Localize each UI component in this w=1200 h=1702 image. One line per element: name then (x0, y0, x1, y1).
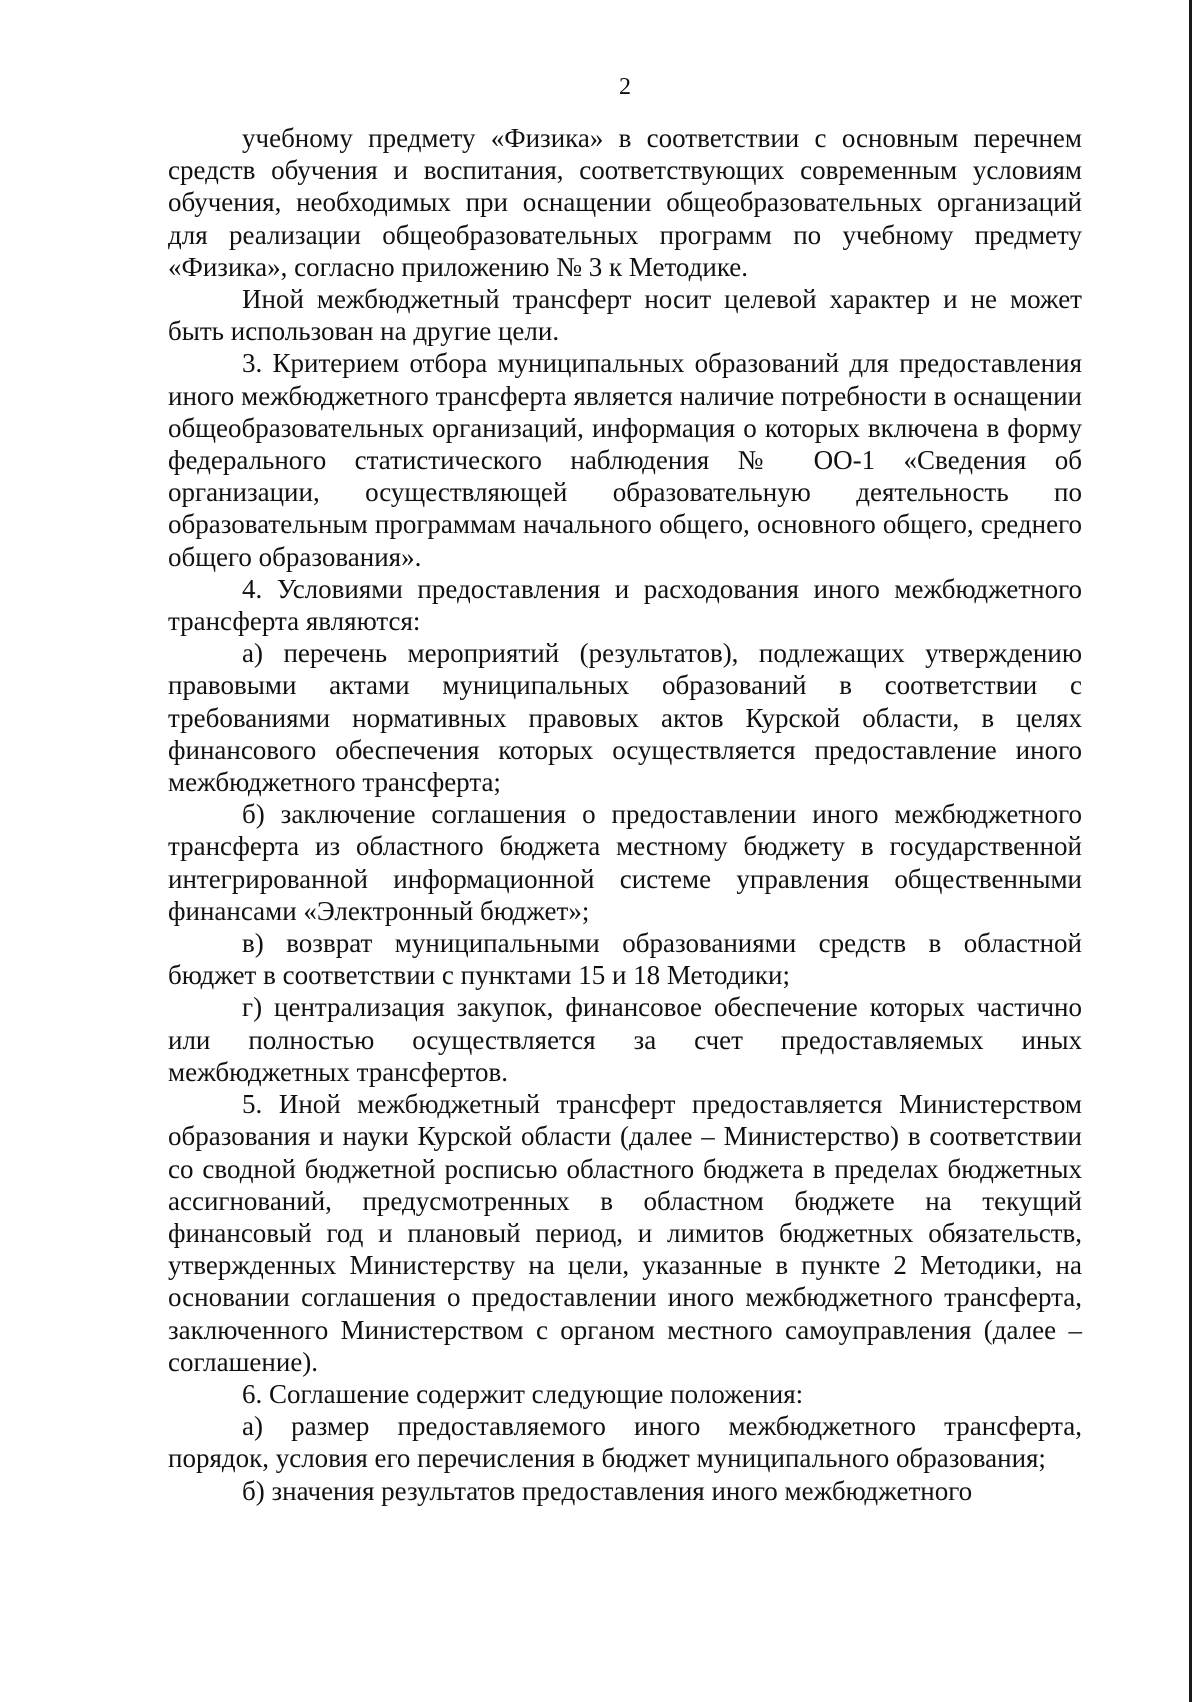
paragraph-6-agreement: 6. Соглашение содержит следующие положения: (242, 1378, 804, 1409)
paragraph-4a: а) перечень мероприятий (результатов), подлежащих утверждению правовыми актами муниципальных образований в соответствии с требованиями нормативных правовых актов Курской области, в целях финансового обеспечения которых осуществляется предоставление иного межбюджетного трансферта; (168, 638, 1082, 798)
paragraph-6b: б) значения результатов предоставления иного межбюджетного (242, 1475, 973, 1506)
page-number: 2 (619, 74, 631, 100)
paragraph-6a: а) размер предоставляемого иного межбюджетного трансферта, порядок, условия его перечисления в бюджет муниципального образования; (168, 1411, 1082, 1474)
document-body (168, 122, 1082, 1507)
paragraph-4v: в) возврат муниципальными образованиями средств в областной бюджет в соответствии с пунктами 15 и 18 Методики; (168, 928, 1082, 991)
paragraph-target-purpose: Иной межбюджетный трансферт носит целевой характер и не может быть использован на другие цели. (168, 284, 1082, 347)
paragraph-physics-continuation: учебному предмету «Физика» в соответствии с основным перечнем средств обучения и воспитания, соответствующих современным условиям обучения, необходимых при оснащении общеобразовательных организаций для реализации общеобразовательных программ по учебному предмету «Физика», согласно приложению № 3 к Методике. (168, 123, 1082, 282)
paragraph-4-conditions: 4. Условиями предоставления и расходования иного межбюджетного трансферта являются: (168, 573, 1082, 637)
page-edge-shadow (1189, 0, 1192, 1702)
paragraph-4b: б) заключение соглашения о предоставлении иного межбюджетного трансферта из областного бюджета местному бюджету в государственной интегрированной информационной системе управления общественными финансами «Электронный бюджет»; (168, 799, 1082, 926)
paragraph-5-ministry: 5. Иной межбюджетный трансферт предоставляется Министерством образования и науки Курской области (далее – Министерство) в соответствии со сводной бюджетной росписью областного бюджета в пределах бюджетных ассигнований, предусмотренных в областном бюджете на текущий финансовый год и плановый период, и лимитов бюджетных обязательств, утвержденных Министерству на цели, указанные в пункте 2 Методики, на основании соглашения о предоставлении иного межбюджетного трансферта, заключенного Министерством с органом местного самоуправления (далее – соглашение). (168, 1089, 1082, 1377)
paragraph-4g: г) централизация закупок, финансовое обеспечение которых частично или полностью осуществляется за счет предоставляемых иных межбюджетных трансфертов. (168, 992, 1082, 1087)
paragraph-3-selection-criterion: 3. Критерием отбора муниципальных образований для предоставления иного межбюджетного трансферта является наличие потребности в оснащении общеобразовательных организаций, информация о которых включена в форму федерального статистического наблюдения № ОО-1 «Сведения об организации, осуществляющей образовательную деятельность по образовательным программам начального общего, основного общего, среднего общего образования». (168, 348, 1082, 572)
